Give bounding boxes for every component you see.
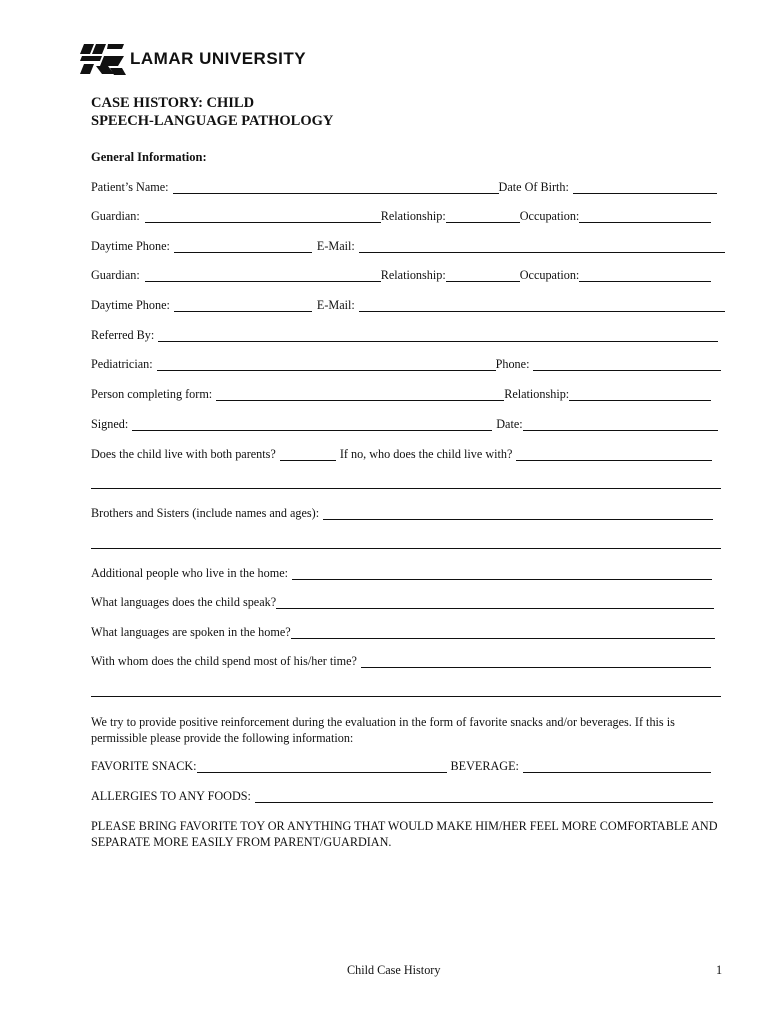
snack-row (91, 759, 711, 773)
person-completing-label: Person completing form: (91, 387, 213, 401)
person-completing-row (91, 387, 711, 401)
pediatrician-phone-field[interactable] (533, 358, 721, 371)
siblings-row (91, 506, 713, 520)
referred-by-row (91, 328, 718, 342)
occupation-label: Occupation: (519, 209, 580, 223)
languages-child-field[interactable] (276, 596, 714, 609)
relationship-label: Relationship: (380, 209, 446, 223)
spend-time-row (91, 654, 711, 668)
allergies-row (91, 789, 713, 803)
patient-name-label: Patient’s Name: (91, 180, 169, 194)
form-title-line2: SPEECH-LANGUAGE PATHOLOGY (91, 113, 334, 129)
favorite-snack-label: FAVORITE SNACK: (91, 759, 197, 773)
signed-label: Signed: (91, 417, 129, 431)
lives-with-field[interactable] (516, 448, 712, 461)
lamar-star-logo-icon (80, 42, 126, 76)
additional-people-field[interactable] (292, 567, 712, 580)
beverage-label: BEVERAGE: (450, 759, 519, 773)
occupation-label: Occupation: (519, 268, 580, 282)
languages-home-label: What languages are spoken in the home? (91, 625, 291, 639)
signature-row (91, 417, 718, 431)
email-field[interactable] (359, 299, 725, 312)
languages-child-row (91, 595, 714, 609)
lives-with-continuation-line[interactable] (91, 488, 721, 489)
relationship-label: Relationship: (380, 268, 446, 282)
guardian-field[interactable] (145, 210, 381, 223)
siblings-field[interactable] (323, 507, 713, 520)
additional-people-label: Additional people who live in the home: (91, 566, 288, 580)
allergies-label: ALLERGIES TO ANY FOODS: (91, 789, 251, 803)
patient-row (91, 180, 717, 194)
guardian-field[interactable] (145, 269, 381, 282)
patient-name-field[interactable] (173, 181, 499, 194)
phone-label: Phone: (495, 357, 530, 371)
footer-title: Child Case History (347, 963, 441, 977)
additional-people-row (91, 566, 712, 580)
referred-by-label: Referred By: (91, 328, 155, 342)
spend-time-label: With whom does the child spend most of his/her time? (91, 654, 357, 668)
lamar-university-logo (80, 42, 306, 76)
beverage-field[interactable] (523, 760, 711, 773)
date-of-birth-field[interactable] (573, 181, 717, 194)
relationship-label: Relationship: (504, 387, 570, 401)
daytime-phone-field[interactable] (174, 299, 312, 312)
live-with-row (91, 447, 712, 461)
pediatrician-row (91, 357, 721, 371)
live-with-both-field[interactable] (280, 448, 336, 461)
contact-row-2 (91, 298, 725, 312)
date-field[interactable] (523, 418, 718, 431)
person-completing-field[interactable] (216, 388, 504, 401)
reinforcement-note: We try to provide positive reinforcement during the evaluation in the form of favorite snacks and/or beverages. If this is permissible please provide the following information: (91, 715, 675, 745)
languages-home-field[interactable] (291, 626, 715, 639)
email-field[interactable] (359, 240, 725, 253)
pediatrician-label: Pediatrician: (91, 357, 153, 371)
allergies-field[interactable] (255, 790, 713, 803)
email-label: E-Mail: (316, 298, 355, 312)
pediatrician-field[interactable] (157, 358, 496, 371)
daytime-phone-label: Daytime Phone: (91, 239, 170, 253)
siblings-label: Brothers and Sisters (include names and ages): (91, 506, 320, 520)
guardian-label: Guardian: (91, 209, 140, 223)
daytime-phone-field[interactable] (174, 240, 312, 253)
form-title-line1: CASE HISTORY: CHILD (91, 95, 255, 111)
siblings-continuation-line[interactable] (91, 548, 721, 549)
page-number: 1 (716, 963, 723, 977)
completer-relationship-field[interactable] (569, 388, 711, 401)
referred-by-field[interactable] (158, 329, 718, 342)
guardian-label: Guardian: (91, 268, 140, 282)
relationship-field[interactable] (446, 210, 520, 223)
if-no-label: If no, who does the child live with? (339, 447, 513, 461)
toy-note: PLEASE BRING FAVORITE TOY OR ANYTHING THAT WOULD MAKE HIM/HER FEEL MORE COMFORTABLE AND SEPARATE MORE EASILY FROM PARENT/GUARDIAN. (91, 819, 718, 849)
date-of-birth-label: Date Of Birth: (498, 180, 569, 194)
date-label: Date: (496, 417, 523, 431)
signature-field[interactable] (132, 418, 492, 431)
relationship-field[interactable] (446, 269, 520, 282)
guardian-row-1 (91, 209, 711, 223)
logo-text: LAMAR UNIVERSITY (130, 49, 307, 68)
favorite-snack-field[interactable] (197, 760, 447, 773)
languages-child-label: What languages does the child speak? (91, 595, 277, 609)
spend-time-field[interactable] (361, 655, 711, 668)
daytime-phone-label: Daytime Phone: (91, 298, 170, 312)
contact-row-1 (91, 239, 725, 253)
spend-time-continuation-line[interactable] (91, 696, 721, 697)
general-information-heading: General Information: (91, 150, 207, 164)
occupation-field[interactable] (579, 269, 711, 282)
languages-home-row (91, 625, 715, 639)
live-with-both-label: Does the child live with both parents? (91, 447, 276, 461)
guardian-row-2 (91, 268, 711, 282)
occupation-field[interactable] (579, 210, 711, 223)
email-label: E-Mail: (316, 239, 355, 253)
